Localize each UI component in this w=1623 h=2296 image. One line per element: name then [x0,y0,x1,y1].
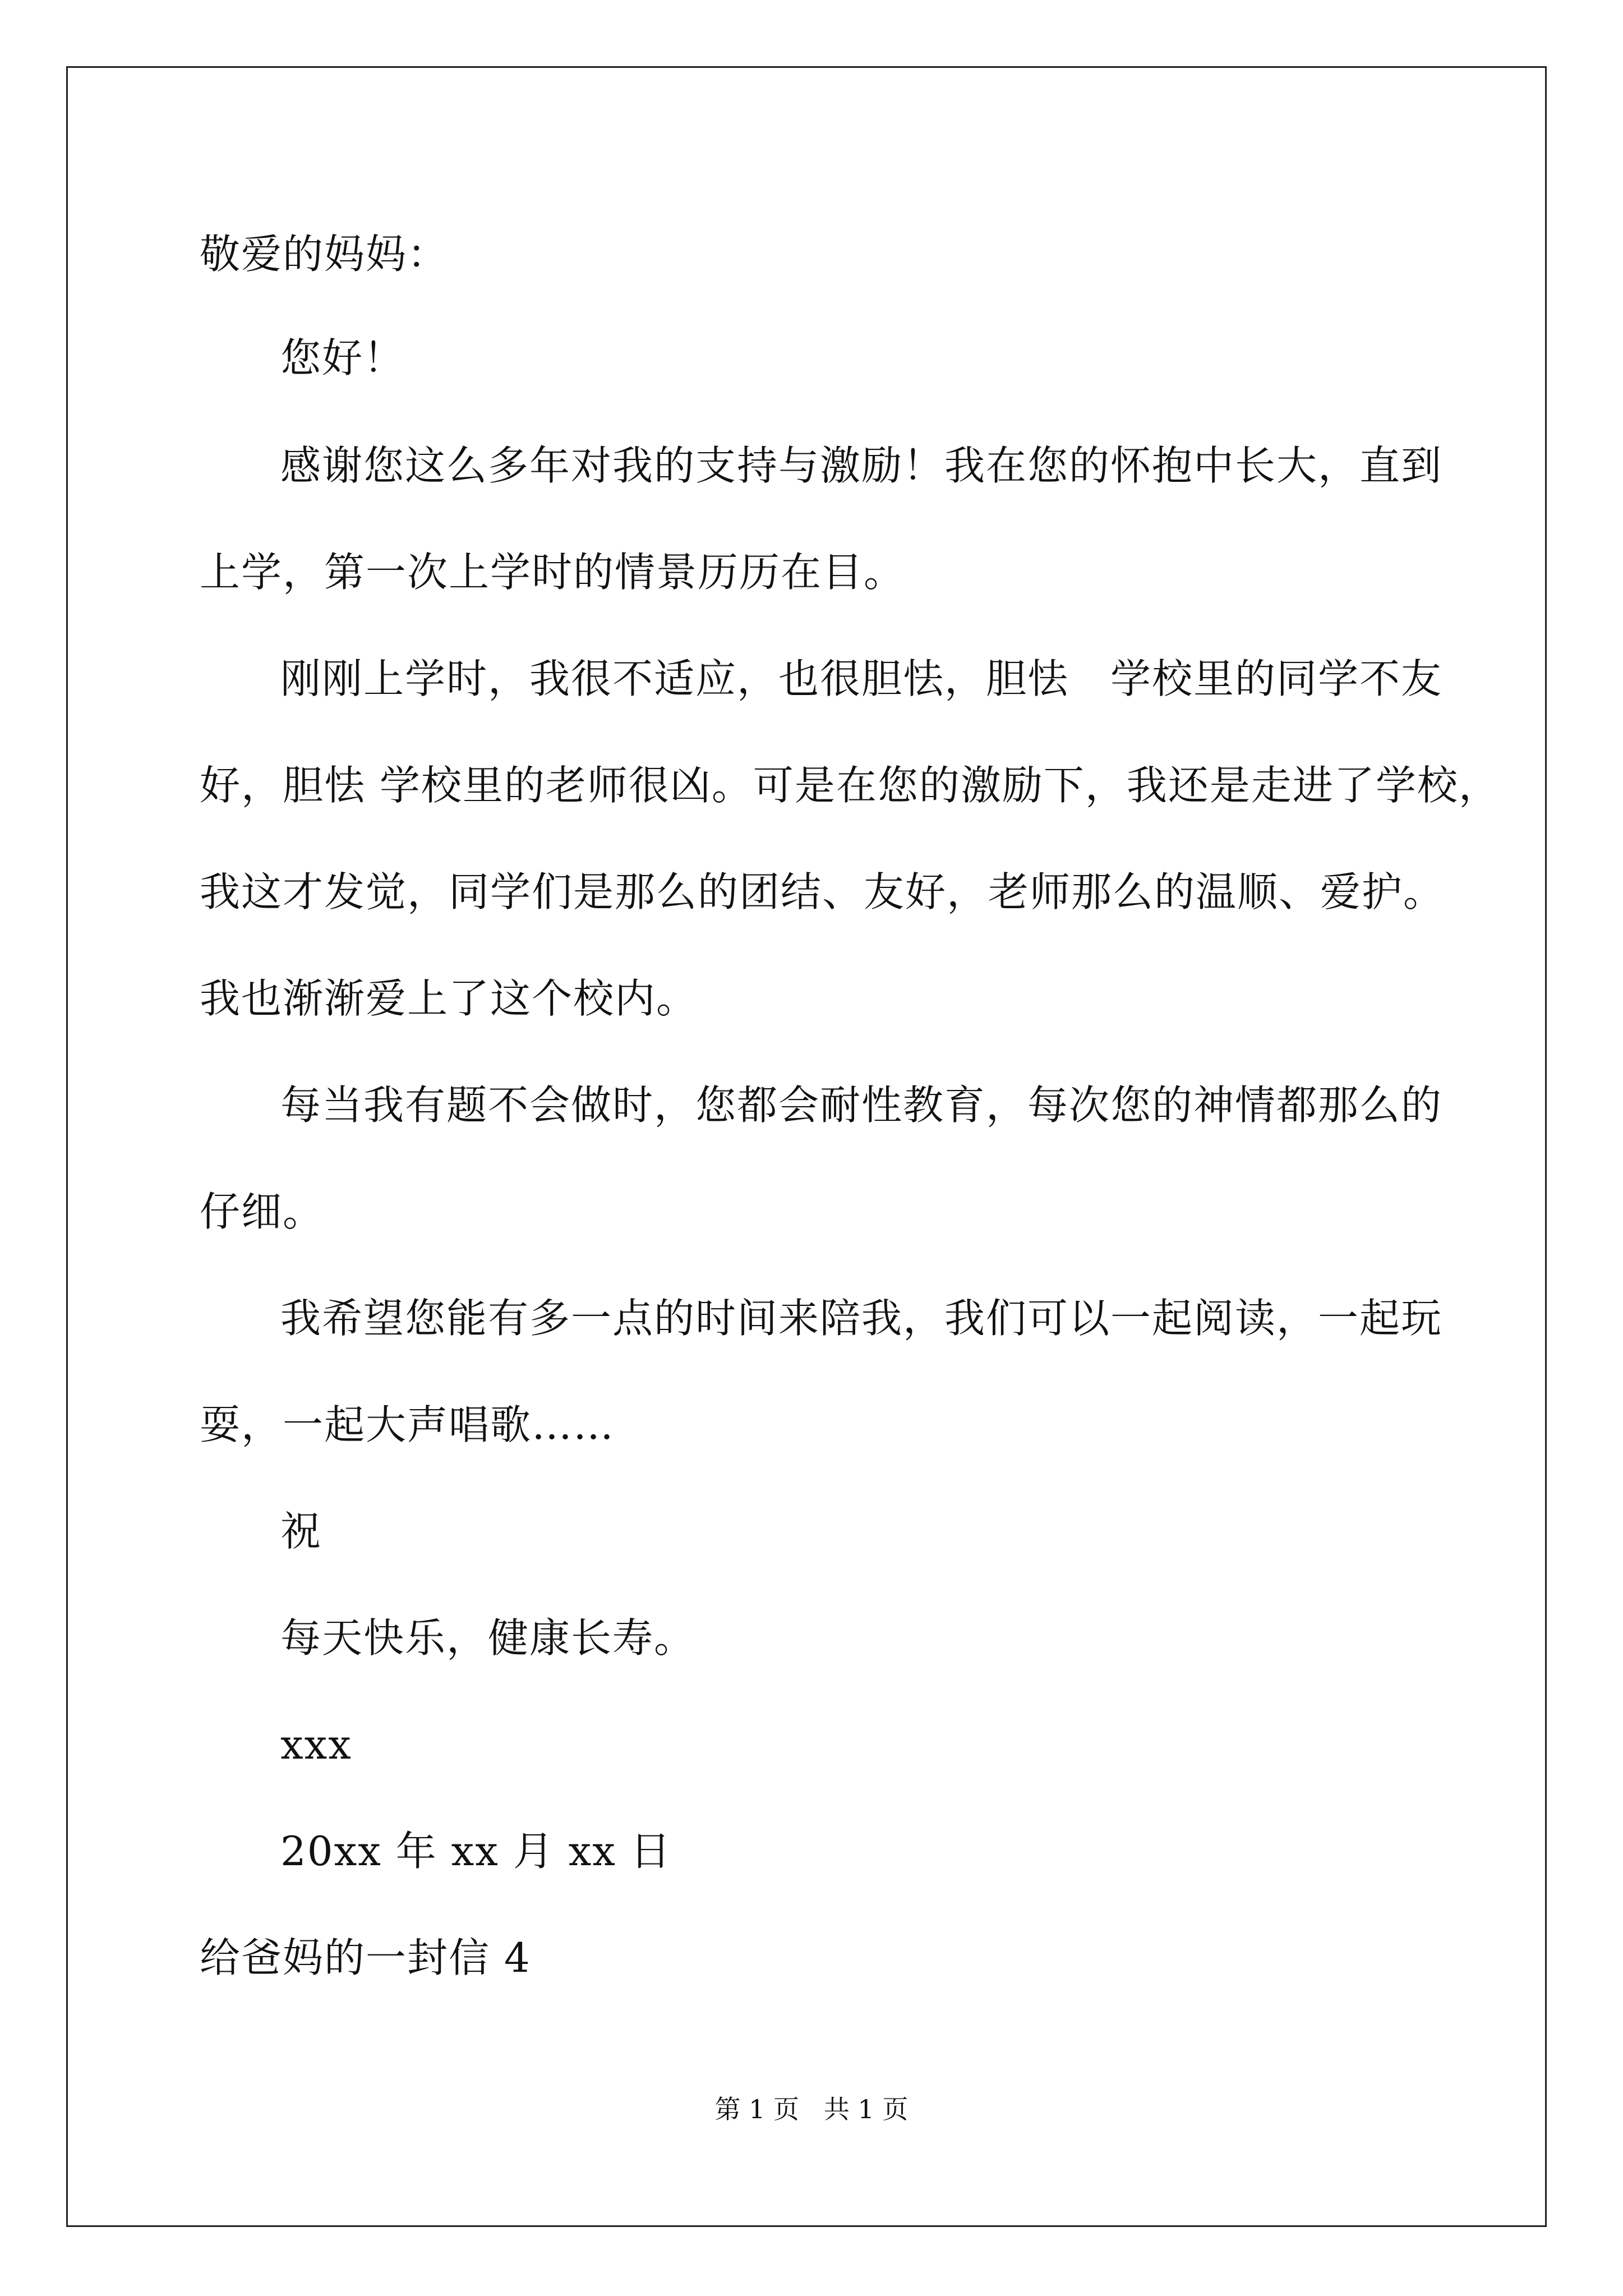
greeting: 您好！ [280,334,405,381]
wish-text: 每天快乐，健康长寿。 [280,1614,696,1662]
paragraph-4-line-2: 耍，一起大声唱歌…… [200,1401,615,1448]
paragraph-1-line-2: 上学，第一次上学时的情景历历在目。 [200,549,906,596]
paragraph-3-line-1: 每当我有题不会做时，您都会耐性教育，每次您的神情都那么的 [280,1082,1443,1129]
paragraph-1-line-1: 感谢您这么多年对我的支持与激励！我在您的怀抱中长大，直到 [280,442,1443,489]
paragraph-2-line-1: 刚刚上学时，我很不适应，也很胆怯，胆怯 学校里的同学不友 [280,655,1443,702]
paragraph-2-line-2: 好，胆怯 学校里的老师很凶。可是在您的激励下，我还是走进了学校， [200,762,1500,809]
signature: xxx [280,1721,352,1768]
page-footer: 第 1 页 共 1 页 [714,2094,909,2124]
paragraph-2-line-4: 我也渐渐爱上了这个校内。 [200,975,698,1022]
letter-date: 20xx 年 xx 月 xx 日 [280,1828,672,1875]
salutation: 敬爱的妈妈： [200,231,449,278]
paragraph-2-line-3: 我这才发觉，同学们是那么的团结、友好，老师那么的温顺、爱护。 [200,868,1445,915]
paragraph-3-line-2: 仔细。 [200,1188,325,1235]
paragraph-4-line-1: 我希望您能有多一点的时间来陪我，我们可以一起阅读，一起玩 [280,1295,1443,1342]
next-letter-title: 给爸妈的一封信 4 [200,1934,531,1981]
page-border [66,66,1547,2227]
wish-prefix: 祝 [280,1508,322,1555]
